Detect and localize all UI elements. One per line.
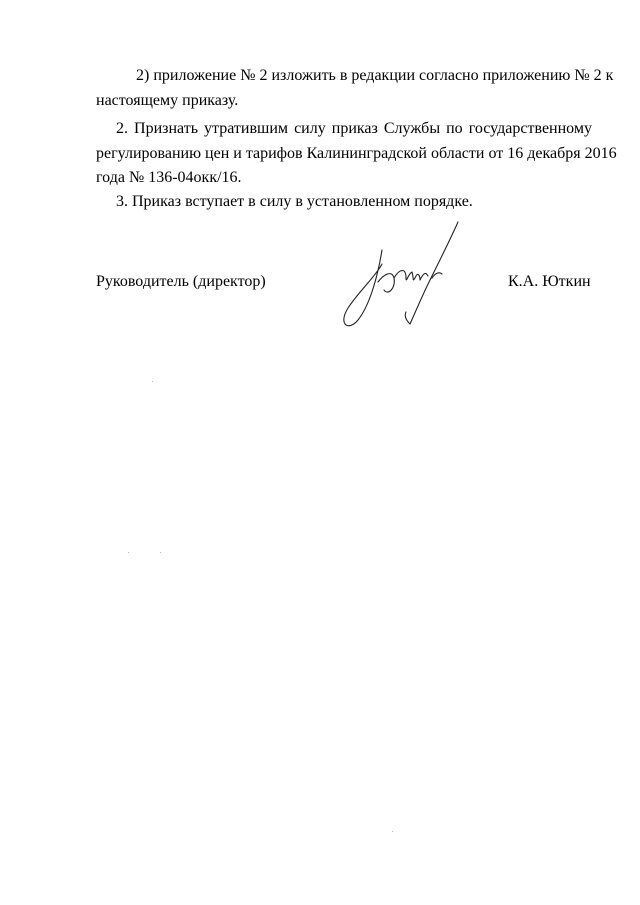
paragraph-2-line-1: 2. Признать утратившим силу приказ Службы по государственному	[116, 120, 592, 137]
paragraph-3: 3. Приказ вступает в силу в установленном порядке.	[116, 193, 473, 210]
signatory-name: К.А. Юткин	[508, 273, 591, 290]
paragraph-2-line-2: регулированию цен и тарифов Калининградской области от 16 декабря 2016	[96, 145, 617, 162]
subitem-2-line-2: настоящему приказу.	[96, 92, 239, 109]
signatory-position: Руководитель (директор)	[96, 273, 266, 290]
subitem-2-line-1: 2) приложение № 2 изложить в редакции согласно приложению № 2 к	[136, 67, 614, 84]
scan-speck	[152, 381, 153, 382]
scan-speck	[392, 831, 393, 832]
scan-speck	[128, 552, 129, 553]
scan-speck	[160, 552, 161, 553]
paragraph-2-line-3: года № 136-04окк/16.	[96, 169, 242, 186]
handwritten-signature	[320, 220, 470, 360]
